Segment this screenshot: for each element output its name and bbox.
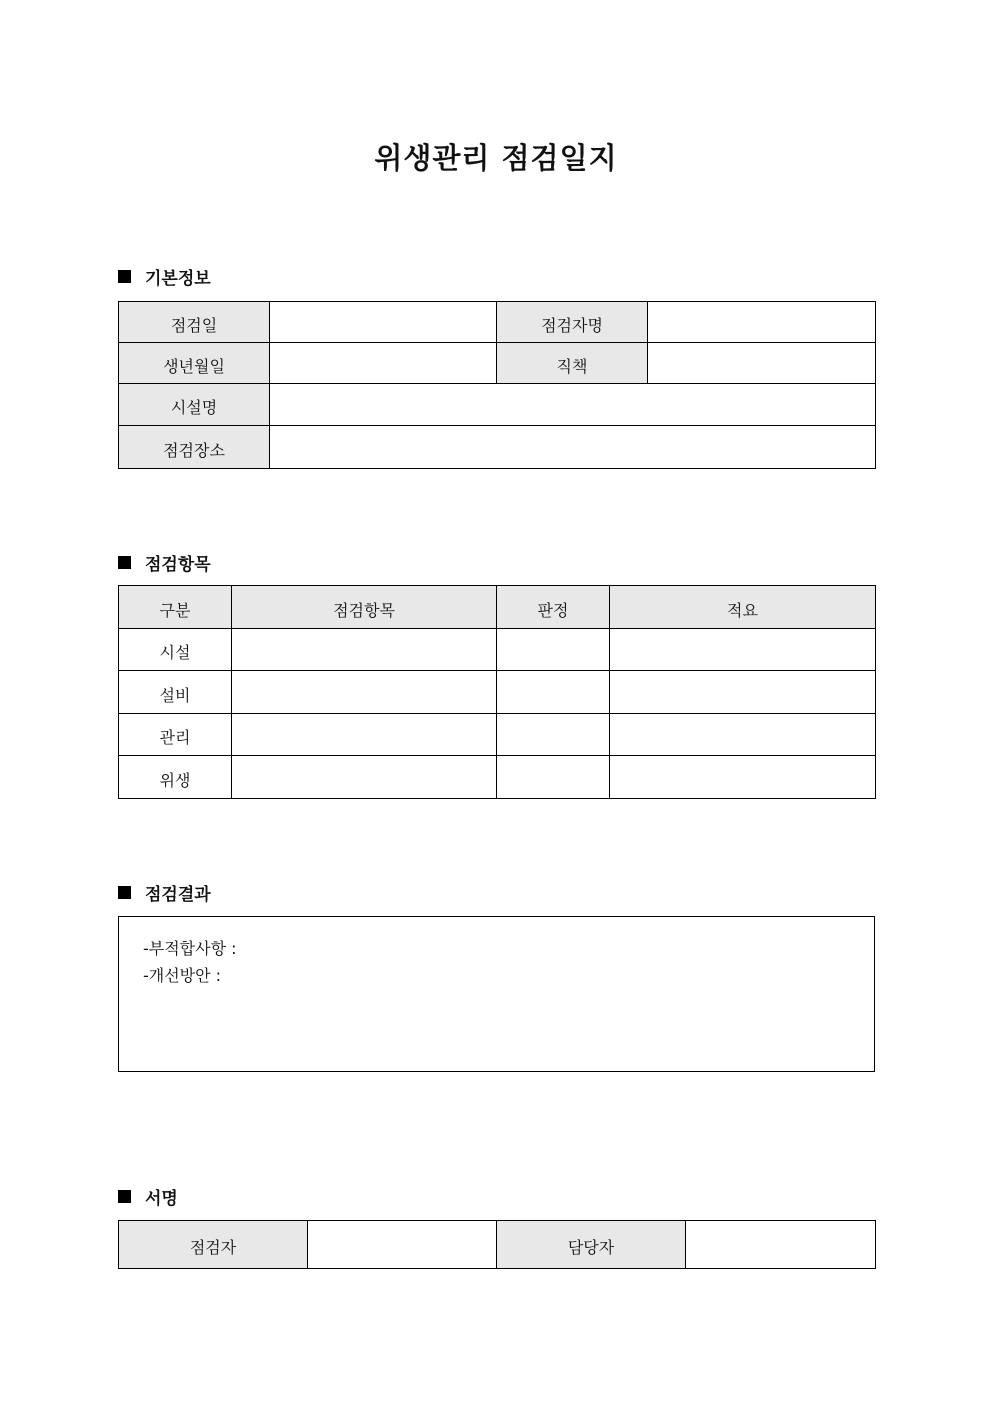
header-category: 구분 xyxy=(119,586,232,629)
section-title: 서명 xyxy=(145,1189,178,1209)
manager-signature-field[interactable] xyxy=(686,1221,876,1269)
section-basic-info xyxy=(118,264,211,289)
signature-table xyxy=(118,1220,876,1269)
remarks-cell[interactable] xyxy=(610,629,876,671)
inspector-name-label: 점검자명 xyxy=(497,302,648,343)
square-bullet-icon xyxy=(118,1190,131,1203)
inspection-place-label: 점검장소 xyxy=(119,426,270,469)
header-judgment: 판정 xyxy=(497,586,610,629)
section-signature xyxy=(118,1184,178,1209)
facility-name-label: 시설명 xyxy=(119,384,270,426)
basic-info-table xyxy=(118,301,876,469)
table-row xyxy=(119,714,876,756)
judgment-cell[interactable] xyxy=(497,714,610,756)
square-bullet-icon xyxy=(118,270,131,283)
check-result-box[interactable] xyxy=(118,916,875,1072)
position-field[interactable] xyxy=(648,343,876,384)
judgment-cell[interactable] xyxy=(497,671,610,714)
category-cell: 위생 xyxy=(119,756,232,799)
improvement-line: -개선방안 : xyxy=(143,966,222,985)
inspection-date-label: 점검일 xyxy=(119,302,270,343)
nonconformity-line: -부적합사항 : xyxy=(143,939,237,958)
table-row xyxy=(119,629,876,671)
birth-date-field[interactable] xyxy=(270,343,497,384)
header-remarks: 적요 xyxy=(610,586,876,629)
birth-date-label: 생년월일 xyxy=(119,343,270,384)
header-check-item: 점검항목 xyxy=(232,586,497,629)
inspector-name-field[interactable] xyxy=(648,302,876,343)
check-item-cell[interactable] xyxy=(232,714,497,756)
inspector-label: 점검자 xyxy=(119,1221,308,1269)
inspection-date-field[interactable] xyxy=(270,302,497,343)
inspection-place-field[interactable] xyxy=(270,426,876,469)
check-item-cell[interactable] xyxy=(232,756,497,799)
table-row xyxy=(119,756,876,799)
judgment-cell[interactable] xyxy=(497,756,610,799)
check-item-cell[interactable] xyxy=(232,671,497,714)
category-cell: 관리 xyxy=(119,714,232,756)
table-row xyxy=(119,671,876,714)
remarks-cell[interactable] xyxy=(610,756,876,799)
inspector-signature-field[interactable] xyxy=(308,1221,497,1269)
facility-name-field[interactable] xyxy=(270,384,876,426)
position-label: 직책 xyxy=(497,343,648,384)
section-title: 점검항목 xyxy=(145,555,211,575)
manager-label: 담당자 xyxy=(497,1221,686,1269)
judgment-cell[interactable] xyxy=(497,629,610,671)
remarks-cell[interactable] xyxy=(610,714,876,756)
square-bullet-icon xyxy=(118,556,131,569)
check-items-table xyxy=(118,585,876,799)
remarks-cell[interactable] xyxy=(610,671,876,714)
check-item-cell[interactable] xyxy=(232,629,497,671)
page-title: 위생관리 점검일지 xyxy=(374,141,618,175)
section-check-result xyxy=(118,880,211,905)
section-title: 기본정보 xyxy=(145,269,211,289)
section-check-items xyxy=(118,550,211,575)
category-cell: 시설 xyxy=(119,629,232,671)
square-bullet-icon xyxy=(118,886,131,899)
category-cell: 설비 xyxy=(119,671,232,714)
section-title: 점검결과 xyxy=(145,885,211,905)
